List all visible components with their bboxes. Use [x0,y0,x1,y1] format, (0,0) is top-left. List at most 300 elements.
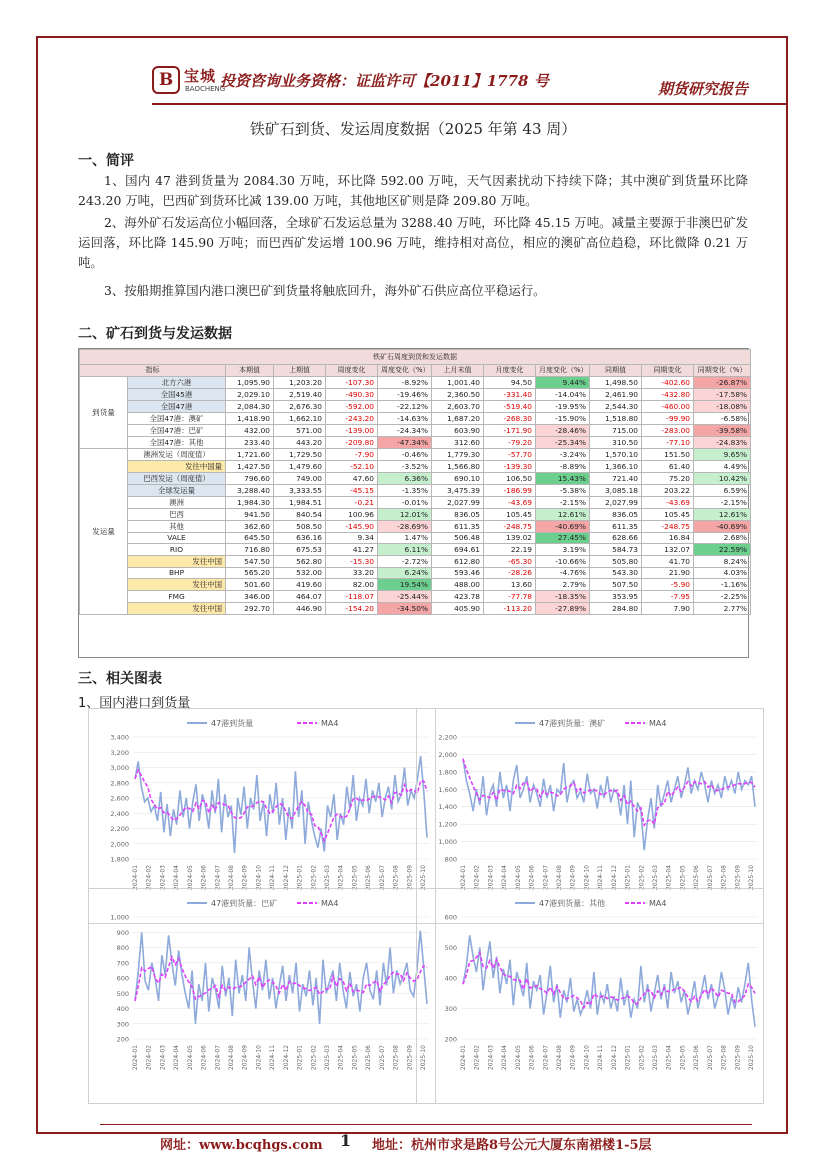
report-title: 铁矿石到货、发运周度数据（2025 年第 43 周） [249,120,577,138]
table-cell: 423.78 [432,591,484,603]
x-tick-label: 2025-05 [679,865,687,891]
table-cell: 443.20 [274,436,326,448]
table-cell: 593.46 [432,567,484,579]
table-cell: 488.00 [432,579,484,591]
table-cell: -490.30 [326,388,378,400]
table-cell: 446.90 [274,602,326,614]
x-tick-label: 2024-10 [255,865,263,891]
x-tick-label: 2025-01 [624,1045,632,1071]
x-tick-label: 2025-05 [351,865,359,891]
table-cell: 6.24% [378,567,432,579]
legend-label-series: 47港到货量：巴矿 [211,899,278,908]
table-cell: -248.75 [642,520,694,532]
table-cell: -2.15% [536,496,590,508]
x-tick-label: 2025-10 [748,865,755,891]
x-tick-label: 2025-07 [706,865,714,891]
table-cell: -4.76% [536,567,590,579]
table-row [80,496,751,508]
table-cell: 1,001.40 [432,376,484,388]
table-cell: -19.46% [378,388,432,400]
x-tick-label: 2025-10 [420,1045,427,1071]
table-cell: 1,729.50 [274,448,326,460]
table-cell: 612.80 [432,555,484,567]
x-tick-label: 2024-02 [145,1045,153,1071]
y-tick-label: 2,600 [110,794,129,803]
x-tick-label: 2025-06 [693,1045,701,1071]
x-tick-label: 2025-06 [365,865,373,891]
x-tick-label: 2024-07 [214,1045,222,1071]
table-cell: 715.00 [590,424,642,436]
x-tick-label: 2025-02 [638,1045,646,1071]
table-cell: 6.59% [694,484,751,496]
table-cell: 13.60 [484,579,536,591]
table-cell: 584.73 [590,544,642,556]
x-tick-label: 2025-10 [748,1045,755,1071]
table-cell: 419.60 [274,579,326,591]
table-cell: 312.60 [432,436,484,448]
x-tick-label: 2024-07 [542,865,550,891]
table-row [80,436,751,448]
table-cell: -15.30 [326,555,378,567]
table-cell: 2,027.99 [590,496,642,508]
row-indicator-name: 发往中国 [128,602,226,614]
table-cell: 27.45% [536,532,590,544]
y-tick-label: 500 [444,944,457,952]
y-tick-label: 800 [116,944,129,952]
table-cell: -22.12% [378,400,432,412]
x-tick-label: 2024-10 [255,1045,263,1071]
table-cell: -18.08% [694,400,751,412]
table-cell: 139.02 [484,532,536,544]
y-tick-label: 300 [116,1020,129,1029]
table-cell: 505.80 [590,555,642,567]
table-cell: 941.50 [226,508,274,520]
table-row [80,555,751,567]
table-header-cell: 上期值 [274,365,326,377]
table-cell: 2,603.70 [432,400,484,412]
x-tick-label: 2024-04 [501,865,509,891]
table-cell: -243.20 [326,412,378,424]
table-cell: 628.66 [590,532,642,544]
x-tick-label: 2024-04 [173,865,181,891]
table-header-cell: 本期值 [226,365,274,377]
x-tick-label: 2025-03 [324,865,331,891]
x-tick-label: 2025-04 [665,1045,673,1071]
table-cell: -1.35% [378,484,432,496]
y-tick-label: 2,000 [438,750,457,759]
table-cell: -15.90% [536,412,590,424]
x-tick-label: 2025-01 [624,865,632,891]
x-tick-label: 2025-02 [638,865,646,891]
chart-subheading: 1、国内港口到货量 [78,696,191,711]
table-cell: 16.84 [642,532,694,544]
table-cell: -43.69 [642,496,694,508]
table-cell: -139.30 [484,460,536,472]
table-cell: 1,203.20 [274,376,326,388]
table-header-cell: 指标 [80,365,226,377]
x-tick-label: 2025-05 [679,1045,687,1071]
y-tick-label: 1,000 [110,913,129,922]
x-tick-label: 2025-08 [392,1045,400,1071]
y-tick-label: 200 [116,1035,129,1044]
row-indicator-name: 巴西 [128,508,226,520]
table-cell: 721.40 [590,472,642,484]
table-cell: 562.80 [274,555,326,567]
row-indicator-name: 其他 [128,520,226,532]
table-cell: -14.63% [378,412,432,424]
x-tick-label: 2025-08 [720,1045,728,1071]
row-indicator-name: 发往中国 [128,579,226,591]
table-cell: 132.07 [642,544,694,556]
table-header-cell: 同期值 [590,365,642,377]
table-cell: -5.38% [536,484,590,496]
table-cell: -0.46% [378,448,432,460]
table-cell: -2.25% [694,591,751,603]
row-indicator-name: 全国47港：巴矿 [128,424,226,436]
table-cell: -0.01% [378,496,432,508]
table-cell: -3.24% [536,448,590,460]
table-cell: -283.00 [642,424,694,436]
table-cell: 508.50 [274,520,326,532]
table-cell: 22.59% [694,544,751,556]
table-cell: 47.60 [326,472,378,484]
table-cell: -2.15% [694,496,751,508]
table-cell: 1,570.10 [590,448,642,460]
y-tick-label: 800 [444,855,457,864]
table-cell: 501.60 [226,579,274,591]
table-cell: 547.50 [226,555,274,567]
y-tick-label: 3,400 [110,733,129,742]
x-tick-label: 2025-01 [296,1045,304,1071]
series-line-main [135,931,427,1024]
table-cell: -107.30 [326,376,378,388]
legend-label-series: 47港到货量：澳矿 [539,719,606,728]
x-tick-label: 2024-04 [501,1045,509,1071]
table-cell: 645.50 [226,532,274,544]
y-tick-label: 600 [116,974,129,983]
footer-rule [100,1124,752,1125]
table-cell: 1,479.60 [274,460,326,472]
table-cell: -6.58% [694,412,751,424]
x-tick-label: 2024-03 [159,1045,167,1071]
x-tick-label: 2024-05 [514,865,522,891]
table-row [80,484,751,496]
x-tick-label: 2024-08 [556,1045,563,1071]
table-row [80,520,751,532]
table-cell: 1,721.60 [226,448,274,460]
x-tick-label: 2024-12 [610,1045,618,1071]
table-cell: 3,288.40 [226,484,274,496]
table-cell: 3.19% [536,544,590,556]
header-rule [152,103,788,105]
table-header-cell: 同期变化 [642,365,694,377]
table-row [80,448,751,460]
table-cell: -519.40 [484,400,536,412]
legend-label-ma4: MA4 [321,719,339,728]
table-cell: 507.50 [590,579,642,591]
y-tick-label: 2,200 [438,733,457,742]
row-indicator-name: 北方六港 [128,376,226,388]
table-cell: 203.22 [642,484,694,496]
table-cell: 1,779.30 [432,448,484,460]
table-cell: -10.66% [536,555,590,567]
table-cell: 12.01% [378,508,432,520]
table-cell: -34.50% [378,602,432,614]
table-cell: 41.70 [642,555,694,567]
y-tick-label: 500 [116,989,129,998]
x-tick-label: 2024-11 [269,1045,277,1071]
table-cell: -19.95% [536,400,590,412]
table-cell: 15.43% [536,472,590,484]
table-cell: 694.61 [432,544,484,556]
logo-cn: 宝城 [184,67,217,85]
table-cell: -118.07 [326,591,378,603]
table-cell: -40.69% [694,520,751,532]
table-cell: 3,333.55 [274,484,326,496]
table-cell: -57.70 [484,448,536,460]
x-tick-label: 2024-01 [132,865,139,891]
table-row [80,567,751,579]
table-cell: -1.16% [694,579,751,591]
y-tick-label: 1,400 [438,803,457,812]
x-tick-label: 2025-04 [337,1045,345,1071]
table-cell: -145.90 [326,520,378,532]
table-cell: 100.96 [326,508,378,520]
table-cell: -186.99 [484,484,536,496]
x-tick-label: 2024-07 [214,865,222,891]
table-row [80,579,751,591]
y-tick-label: 1,800 [438,768,457,777]
comment-3: 3、按船期推算国内港口澳巴矿到货量将触底回升，海外矿石供应高位平稳运行。 [104,283,546,298]
table-cell: 506.48 [432,532,484,544]
row-indicator-name: 全国47港 [128,400,226,412]
x-tick-label: 2024-11 [269,865,277,891]
x-tick-label: 2025-08 [720,865,728,891]
table-cell: -25.44% [378,591,432,603]
table-cell: 7.90 [642,602,694,614]
table-cell: -113.20 [484,602,536,614]
table-cell: -8.89% [536,460,590,472]
x-tick-label: 2025-07 [378,1045,386,1071]
table-header-cell: 周度变化（%） [378,365,432,377]
table-row [80,424,751,436]
table-cell: -154.20 [326,602,378,614]
x-tick-label: 2024-05 [514,1045,522,1071]
row-indicator-name: 全国47港：其他 [128,436,226,448]
section-heading-review: 一、简评 [78,153,134,169]
table-cell: -24.83% [694,436,751,448]
table-cell: 571.00 [274,424,326,436]
x-tick-label: 2025-09 [734,865,742,891]
table-cell: -0.21 [326,496,378,508]
table-cell: -402.60 [642,376,694,388]
y-tick-label: 1,600 [438,785,457,794]
table-cell: -47.34% [378,436,432,448]
table-cell: 21.90 [642,567,694,579]
footer-website: 网址：www.bcqhgs.com [160,1138,323,1153]
table-header-cell: 周度变化 [326,365,378,377]
x-tick-label: 2024-02 [473,1045,481,1071]
table-cell: -14.04% [536,388,590,400]
legend-label-series: 47港到货量：其他 [539,899,606,908]
logo-en: BAOCHENG [185,85,226,93]
section-heading-charts: 三、相关图表 [78,671,162,687]
x-tick-label: 2025-01 [296,865,304,891]
table-cell: 543.30 [590,567,642,579]
table-cell: -268.30 [484,412,536,424]
table-cell: 2,360.50 [432,388,484,400]
table-cell: 1,095.90 [226,376,274,388]
table-cell: 94.50 [484,376,536,388]
x-tick-label: 2025-07 [378,865,386,891]
x-tick-label: 2025-09 [406,865,414,891]
logo-mark: B [152,66,180,94]
table-cell: -28.46% [536,424,590,436]
legend-label-series: 47港到货量 [211,719,254,728]
table-cell: 2.77% [694,602,751,614]
x-tick-label: 2024-01 [132,1045,139,1071]
legend-label-ma4: MA4 [649,719,667,728]
x-tick-label: 2024-11 [597,865,605,891]
x-tick-label: 2025-07 [706,1045,714,1071]
table-cell: 353.95 [590,591,642,603]
table-cell: -18.35% [536,591,590,603]
row-indicator-name: 发往中国量 [128,460,226,472]
table-cell: 106.50 [484,472,536,484]
table-cell: 346.00 [226,591,274,603]
x-tick-label: 2025-03 [324,1045,331,1071]
x-tick-label: 2024-04 [173,1045,181,1071]
table-cell: -28.26 [484,567,536,579]
table-cell: 82.00 [326,579,378,591]
x-tick-label: 2024-01 [460,865,467,891]
x-tick-label: 2024-10 [583,1045,591,1071]
table-cell: -248.75 [484,520,536,532]
table-cell: 836.05 [432,508,484,520]
table-cell: -7.90 [326,448,378,460]
x-tick-label: 2025-06 [693,865,701,891]
row-indicator-name: RIO [128,544,226,556]
x-tick-label: 2024-06 [528,1045,536,1071]
ore-data-table [78,348,749,658]
table-cell: -99.90 [642,412,694,424]
table-cell: 2,676.30 [274,400,326,412]
table-cell: 2,519.40 [274,388,326,400]
x-tick-label: 2025-05 [351,1045,359,1071]
table-cell: 611.35 [590,520,642,532]
x-tick-label: 2025-08 [392,865,400,891]
table-cell: 432.00 [226,424,274,436]
x-tick-label: 2025-03 [652,1045,659,1071]
table-cell: 2.68% [694,532,751,544]
row-indicator-name: 发往中国 [128,555,226,567]
table-cell: 9.44% [536,376,590,388]
table-cell: 4.49% [694,460,751,472]
table-row [80,460,751,472]
chart-47port-brazil [88,888,436,1104]
table-cell: 2,027.99 [432,496,484,508]
row-indicator-name: 巴西发运（周度值） [128,472,226,484]
table-cell: 310.50 [590,436,642,448]
table-cell: 840.54 [274,508,326,520]
table-cell: -27.89% [536,602,590,614]
x-tick-label: 2024-12 [282,1045,290,1071]
x-tick-label: 2025-03 [652,865,659,891]
comment-2: 2、海外矿石发运高位小幅回落，全球矿石发运总量为 3288.40 万吨，环比降 45.15 万吨。减量主要源于非澳巴矿发运回落，环比降 145.90 万吨；而巴西矿发运增 100.96 万吨，维持相对高位，相应的澳矿高位趋稳，环比微降 0.21 万吨。 [78,215,748,270]
x-tick-label: 2024-08 [228,865,235,891]
series-line-main [463,759,755,851]
table-cell: 3,085.18 [590,484,642,496]
x-tick-label: 2025-02 [310,865,318,891]
table-cell: 41.27 [326,544,378,556]
row-group-label: 发运量 [80,448,128,614]
y-tick-label: 2,200 [110,825,129,833]
table-cell: 1,427.50 [226,460,274,472]
y-tick-label: 900 [116,928,129,937]
series-line-main [463,935,755,1027]
x-tick-label: 2024-12 [610,865,618,891]
table-cell: -45.15 [326,484,378,496]
x-tick-label: 2024-06 [200,1045,208,1071]
x-tick-label: 2024-02 [473,865,481,891]
y-tick-label: 2,800 [110,779,129,788]
table-row [80,508,751,520]
row-indicator-name: 全国45港 [128,388,226,400]
table-cell: -65.30 [484,555,536,567]
x-tick-label: 2025-10 [420,865,427,891]
table-header-cell: 上月末值 [432,365,484,377]
table-cell: 2,544.30 [590,400,642,412]
table-row [80,472,751,484]
row-indicator-name: FMG [128,591,226,603]
table-cell: 1.47% [378,532,432,544]
table-cell: 1,984.30 [226,496,274,508]
table-cell: 105.45 [484,508,536,520]
table-cell: -25.34% [536,436,590,448]
y-tick-label: 2,000 [110,840,129,849]
table-row [80,602,751,614]
x-tick-label: 2024-03 [487,1045,495,1071]
y-tick-label: 200 [444,1035,457,1044]
table-cell: 292.70 [226,602,274,614]
table-cell: 2.79% [536,579,590,591]
table-cell: 603.90 [432,424,484,436]
table-cell: 2,029.10 [226,388,274,400]
table-cell: -8.92% [378,376,432,388]
row-group-label: 到货量 [80,376,128,448]
x-tick-label: 2024-09 [569,1045,577,1071]
x-tick-label: 2024-03 [159,865,167,891]
table-cell: -171.90 [484,424,536,436]
table-cell: 1,566.80 [432,460,484,472]
table-cell: 1,662.10 [274,412,326,424]
table-cell: -2.72% [378,555,432,567]
table-cell: 362.60 [226,520,274,532]
row-indicator-name: 全国47港：澳矿 [128,412,226,424]
table-cell: 796.60 [226,472,274,484]
x-tick-label: 2025-04 [665,865,673,891]
x-tick-label: 2024-11 [597,1045,605,1071]
table-cell: -26.87% [694,376,751,388]
table-cell: 749.00 [274,472,326,484]
report-type: 期货研究报告 [657,80,748,98]
qualification-text: 投资咨询业务资格：证监许可【2011】1778 号 [220,72,549,90]
x-tick-label: 2024-12 [282,865,290,891]
table-header-cell: 月度变化（%） [536,365,590,377]
x-tick-label: 2024-07 [542,1045,550,1071]
page-number: 1 [340,1131,352,1150]
y-tick-label: 700 [116,959,129,968]
